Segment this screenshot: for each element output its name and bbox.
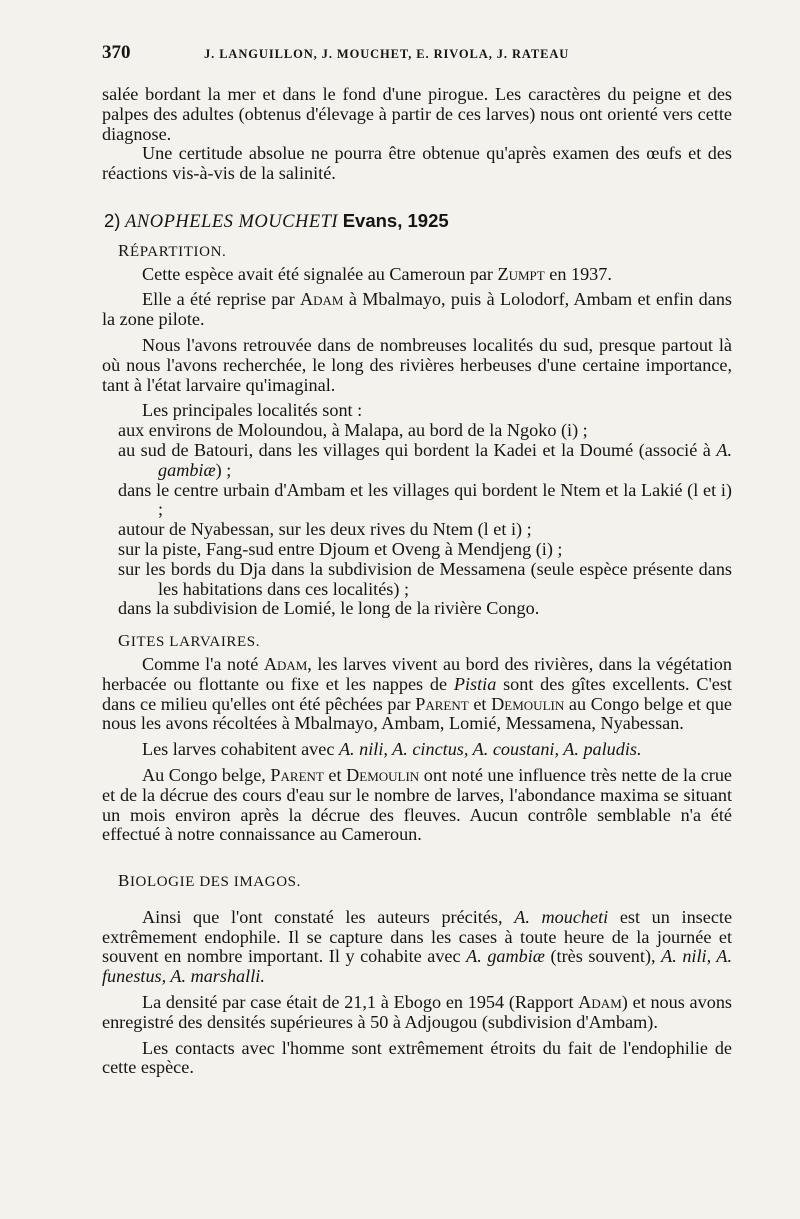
biologie-paragraph-1: Ainsi que l'ont constaté les auteurs précités, A. moucheti est un insecte extrêmement endophile. Il se capture dans les cases à toute heure de la journée et souvent en nombre important. Il y cohabite avec A. gambiæ (très souvent), A. nili, A. funestus, A. marshalli.: [102, 906, 733, 987]
heading-biologie-des-imagos: BIOLOGIE DES IMAGOS.: [118, 871, 301, 891]
species-author: Evans, 1925: [342, 209, 449, 231]
body-text: [102, 85, 732, 1078]
heading-gites-larvaires: GITES LARVAIRES.: [118, 631, 261, 651]
list-item: sur la piste, Fang-sud entre Djoum et Oveng à Mendjeng (i) ;: [118, 538, 563, 559]
gites-paragraph-1: Comme l'a noté Adam, les larves vivent au bord des rivières, dans la végétation herbacée ou flottante ou fixe et les nappes de Pistia sont des gîtes excellents. C'est dans ce milieu qu'elles ont été pêchées par Parent et Demoulin au Congo belge et que nous les avons récoltées à Mbalmayo, Ambam, Lomié, Messamena, Nyabessan.: [102, 653, 732, 734]
author-name: Adam: [299, 289, 344, 310]
intro-paragraph-1: salée bordant la mer et dans le fond d'une pirogue. Les caractères du peigne et des palpes des adultes (obtenus d'élevage à partir de ces larves) nous ont orienté vers cette diagnose.: [102, 84, 732, 144]
heading-repartition: RÉPARTITION.: [118, 240, 227, 260]
repartition-paragraph-4: Les principales localités sont :: [142, 400, 363, 421]
localities-list: [102, 421, 732, 619]
repartition-paragraph-2: Elle a été reprise par Adam à Mbalmayo, puis à Lolodorf, Ambam et enfin dans la zone pilote.: [102, 289, 732, 330]
biologie-paragraph-3: Les contacts avec l'homme sont extrêmement étroits du fait de l'endophilie de cette espèce.: [102, 1037, 732, 1078]
list-item: autour de Nyabessan, sur les deux rives du Ntem (l et i) ;: [118, 519, 532, 540]
page-header: [102, 44, 742, 68]
section-number: 2): [104, 209, 121, 231]
list-item: sur les bords du Dja dans la subdivision de Messamena (seule espèce présente dans les habitations dans ces localités) ;: [118, 558, 732, 599]
biologie-paragraph-2: La densité par case était de 21,1 à Ebogo en 1954 (Rapport Adam) et nous avons enregistré des densités supérieures à 50 à Adjougou (subdivision d'Ambam).: [102, 992, 732, 1032]
species-name: ANOPHELES MOUCHETI: [125, 211, 339, 232]
repartition-paragraph-3: Nous l'avons retrouvée dans de nombreuses localités du sud, presque partout là où nous l'avons recherchée, le long des rivières herbeuses d'une certaine importance, tant à l'état larvaire qu'imaginal.: [102, 334, 732, 395]
intro-paragraph-2: Une certitude absolue ne pourra être obtenue qu'après examen des œufs et des réactions vis-à-vis de la salinité.: [102, 143, 732, 184]
page-number: 370: [102, 42, 131, 63]
list-item: dans le centre urbain d'Ambam et les villages qui bordent le Ntem et la Lakié (l et i) ;: [118, 479, 732, 520]
author-name: Zumpt: [497, 263, 545, 284]
list-item: dans la subdivision de Lomié, le long de la rivière Congo.: [118, 598, 540, 619]
list-item: aux environs de Moloundou, à Malapa, au bord de la Ngoko (i) ;: [118, 420, 588, 441]
gites-paragraph-2: Les larves cohabitent avec A. nili, A. cinctus, A. coustani, A. paludis.: [142, 739, 642, 760]
repartition-paragraph-1: Cette espèce avait été signalée au Cameroun par Zumpt en 1937.: [142, 263, 612, 284]
gites-paragraph-3: Au Congo belge, Parent et Demoulin ont noté une influence très nette de la crue et de la décrue des cours d'eau sur le nombre de larves, l'abondance maxima se situant un mois environ après la décrue des fleuves. Aucun contrôle semblable n'a été effectué à notre connaissance au Cameroun.: [102, 764, 733, 845]
list-item: au sud de Batouri, dans les villages qui bordent la Kadei et la Doumé (associé à A. gambiæ) ;: [118, 439, 732, 480]
section-title: [104, 211, 732, 233]
running-head: J. LANGUILLON, J. MOUCHET, E. RIVOLA, J. RATEAU: [204, 47, 570, 61]
